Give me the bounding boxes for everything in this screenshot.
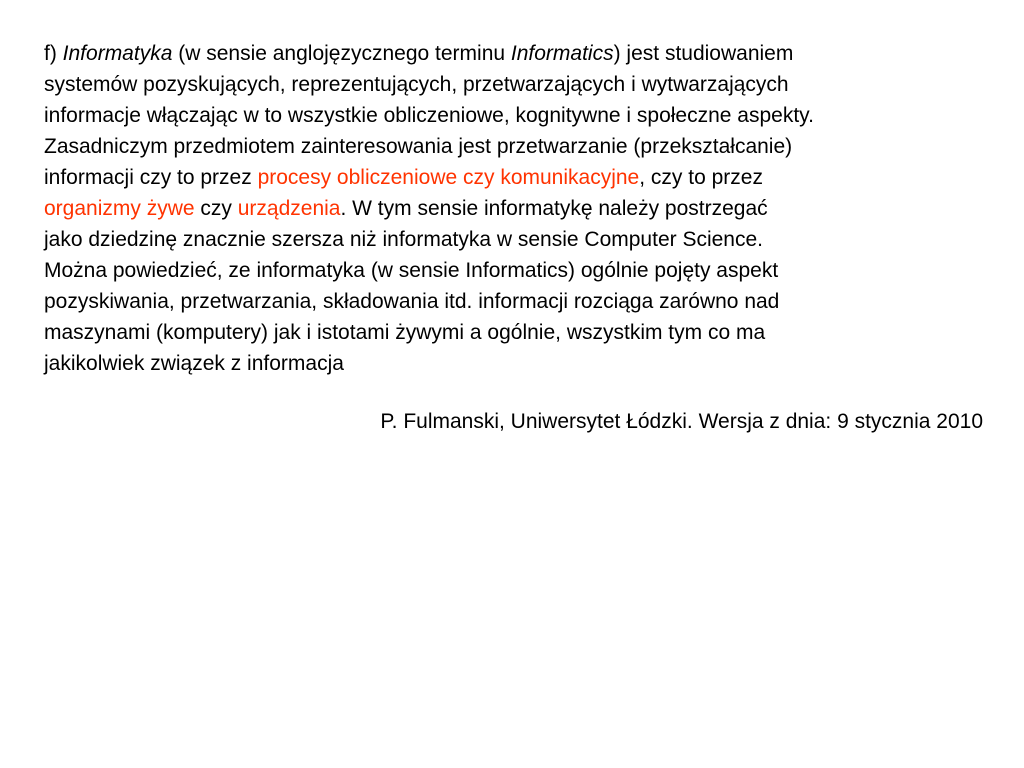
text-segment: czy <box>194 197 238 220</box>
paragraph-line <box>44 193 994 224</box>
text-segment: , czy to przez <box>639 166 763 189</box>
paragraph-line: informacje włączając w to wszystkie obliczeniowe, kognitywne i społeczne aspekty. <box>44 104 814 127</box>
term-informatyka: Informatyka <box>62 42 173 65</box>
paragraph-line: systemów pozyskujących, reprezentujących, przetwarzających i wytwarzających <box>44 73 789 96</box>
paragraph-line: Zasadniczym przedmiotem zainteresowania jest przetwarzanie (przekształcanie) <box>44 135 793 158</box>
highlight-organisms: organizmy żywe <box>44 197 195 220</box>
paragraph-line: pozyskiwania, przetwarzania, składowania itd. informacji rozciąga zarówno nad <box>44 290 780 313</box>
paragraph-line <box>44 38 994 69</box>
body-paragraph <box>44 38 994 379</box>
paragraph-line: Można powiedzieć, ze informatyka (w sensie Informatics) ogólnie pojęty aspekt <box>44 259 779 282</box>
list-marker: f) <box>44 42 63 65</box>
text-segment: (w sensie anglojęzycznego terminu <box>172 42 511 65</box>
paragraph-line: jako dziedzinę znacznie szersza niż informatyka w sensie Computer Science. <box>44 228 763 251</box>
term-informatics: Informatics <box>510 42 614 65</box>
text-segment: . W tym sensie informatykę należy postrzegać <box>340 197 768 220</box>
paragraph-line: jakikolwiek związek z informacja <box>44 352 344 375</box>
text-segment: ) jest studiowaniem <box>613 42 794 65</box>
author-footer: P. Fulmanski, Uniwersytet Łódzki. Wersja z dnia: 9 stycznia 2010 <box>380 410 983 433</box>
text-segment: informacji czy to przez <box>44 166 258 189</box>
paragraph-line: maszynami (komputery) jak i istotami żywymi a ogólnie, wszystkim tym co ma <box>44 321 766 344</box>
highlight-processes: procesy obliczeniowe czy komunikacyjne <box>257 166 640 189</box>
paragraph-line <box>44 162 994 193</box>
highlight-devices: urządzenia <box>237 197 341 220</box>
